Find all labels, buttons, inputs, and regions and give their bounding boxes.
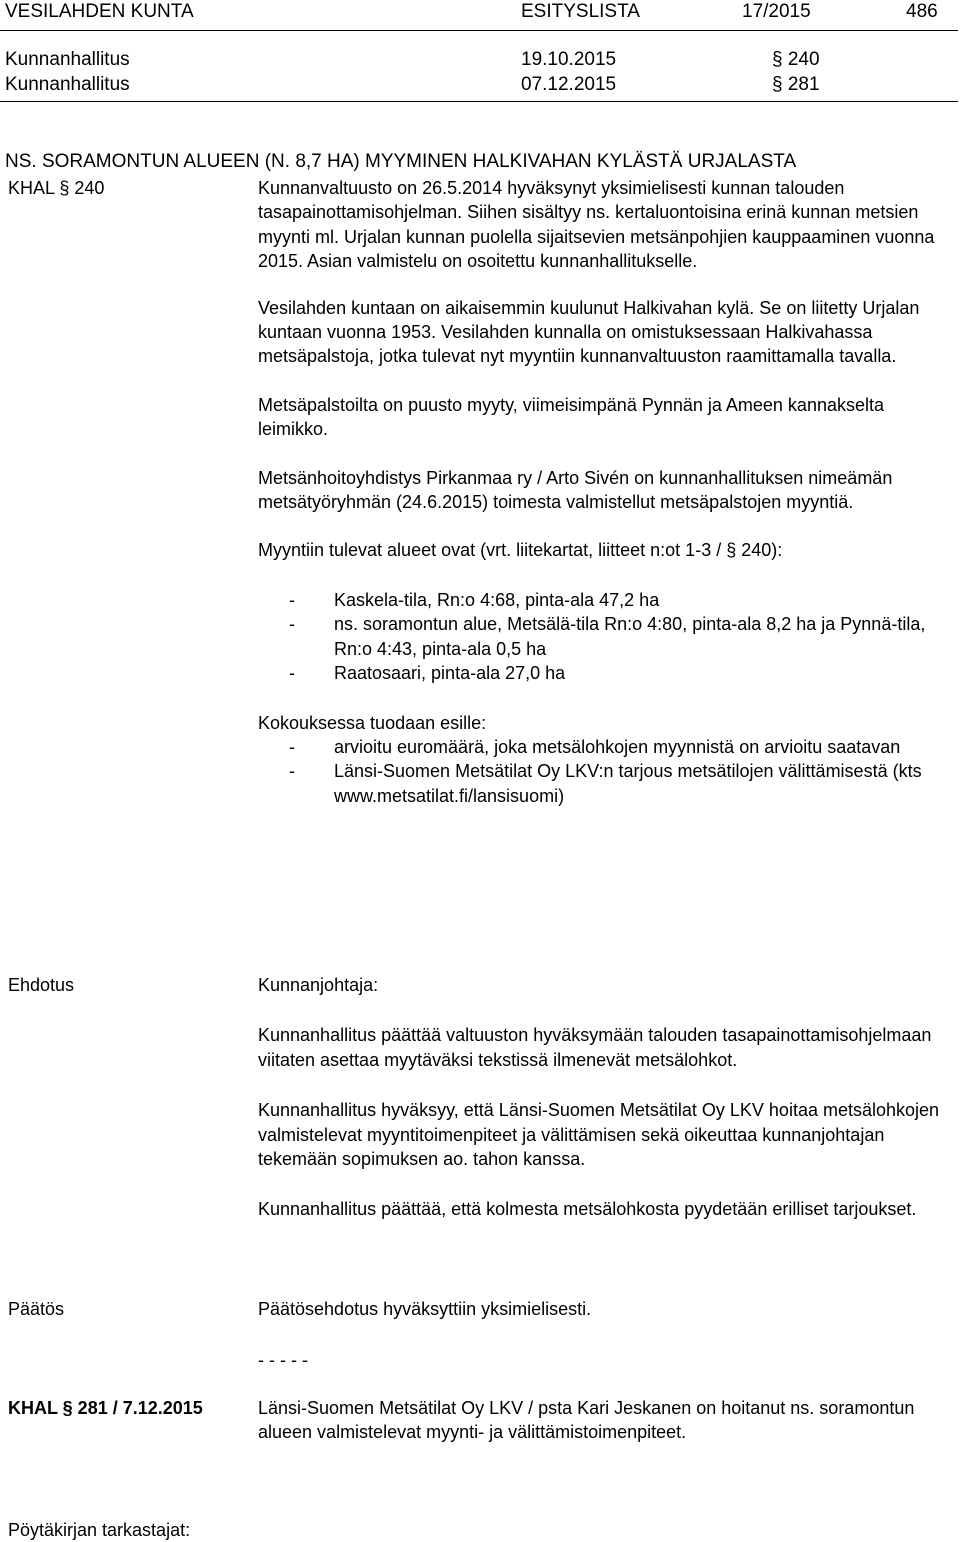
decision-text: Päätösehdotus hyväksyttiin yksimielisesti. xyxy=(258,1299,592,1319)
decision-label: Päätös xyxy=(8,1299,65,1319)
paragraph: Kunnanhallitus päättää valtuuston hyväksymään talouden tasapainottamisohjelmaan viitaten asettaa myytäväksi tekstissä ilmenevät metsälohkot. xyxy=(258,1025,932,1070)
paragraph: Kunnanhallitus hyväksyy, että Länsi-Suomen Metsätilat Oy LKV hoitaa metsälohkojen valmistelevat myyntitoimenpiteet ja välittämisen sekä oikeuttaa kunnanjohtajan tekemään sopimuksen ao. tahon kanssa. xyxy=(258,1100,940,1170)
list-item: - Kaskela-tila, Rn:o 4:68, pinta-ala 47,2 ha xyxy=(258,588,948,612)
page-number: 486 xyxy=(906,1,938,22)
paragraph: Myyntiin tulevat alueet ovat (vrt. liitekartat, liitteet n:ot 1-3 / § 240): xyxy=(258,540,783,561)
proposal-label: Ehdotus xyxy=(8,975,75,995)
meeting-ref-1: § 240 xyxy=(772,49,820,70)
meeting-intro: Kokouksessa tuodaan esille: xyxy=(258,712,487,733)
header-rule xyxy=(0,30,958,31)
paragraph: Metsäpalstoilta on puusto myyty, viimeisimpänä Pynnän ja Ameen kannakselta leimikko. xyxy=(258,394,884,440)
org-name: VESILAHDEN KUNTA xyxy=(5,1,194,22)
meeting-item-list xyxy=(258,735,948,808)
doc-type: ESITYSLISTA xyxy=(521,1,640,22)
paragraph: Kunnanvaltuusto on 26.5.2014 hyväksynyt yksimielisesti kunnan talouden tasapainottamisohjelman. Siihen sisältyy ns. kertaluontoisina erinä kunnan metsien myynti ml. Urjalan kunnan puolella sijaitsevien metsänpohjien kauppaaminen vuonna 2015. Asian valmistelu on osoitettu kunnanhallitukselle. xyxy=(258,178,935,272)
paragraph: Länsi-Suomen Metsätilat Oy LKV / psta Kari Jeskanen on hoitanut ns. soramontun alueen valmistelevat myynti- ja välittämistoimenpiteet. xyxy=(258,1398,915,1443)
footer-label: Pöytäkirjan tarkastajat: xyxy=(8,1520,191,1540)
meetings-rule xyxy=(0,101,958,102)
meeting-date-2: 07.12.2015 xyxy=(521,74,617,95)
paragraph: Vesilahden kuntaan on aikaisemmin kuulunut Halkivahan kylä. Se on liitetty Urjalan kuntaan vuonna 1953. Vesilahden kunnalla on omistuksessaan Halkivahassa metsäpalstoja, jotka tulevat nyt myyntiin kunnanvaltuuston raamittamalla tavalla. xyxy=(258,297,920,367)
presenter: Kunnanjohtaja: xyxy=(258,975,379,995)
decision-body xyxy=(258,1297,948,1321)
paragraph: Kunnanhallitus päättää, että kolmesta metsälohkosta pyydetään erilliset tarjoukset. xyxy=(258,1199,917,1220)
meeting-body-1: Kunnanhallitus xyxy=(5,49,130,70)
area-list xyxy=(258,588,948,686)
paragraph: Metsänhoitoyhdistys Pirkanmaa ry / Arto Sivén on kunnanhallituksen nimeämän metsätyöryhmän (24.6.2015) toimesta valmistellut metsäpalstojen myyntiä. xyxy=(258,467,893,513)
separator: - - - - - xyxy=(258,1350,308,1370)
list-item: - Raatosaari, pinta-ala 27,0 ha xyxy=(258,661,948,685)
page-title: NS. SORAMONTUN ALUEEN (N. 8,7 HA) MYYMINEN HALKIVAHAN KYLÄSTÄ URJALASTA xyxy=(5,151,797,172)
meeting-date-1: 19.10.2015 xyxy=(521,49,617,70)
list-item: - ns. soramontun alue, Metsälä-tila Rn:o 4:80, pinta-ala 8,2 ha ja Pynnä-tila, Rn:o 4:43, pinta-ala 0,5 ha xyxy=(258,612,948,661)
section-label-khal281: KHAL § 281 / 7.12.2015 xyxy=(8,1398,203,1418)
list-item: - arvioitu euromäärä, joka metsälohkojen myynnistä on arvioitu saatavan xyxy=(258,735,948,759)
section-label-khal240: KHAL § 240 xyxy=(8,178,105,198)
section-body-khal240 xyxy=(258,176,948,808)
meeting-body-2: Kunnanhallitus xyxy=(5,74,130,95)
section-body-khal281 xyxy=(258,1396,948,1445)
proposal-body xyxy=(258,973,948,1222)
doc-number: 17/2015 xyxy=(742,1,811,22)
list-item: - Länsi-Suomen Metsätilat Oy LKV:n tarjous metsätilojen välittämisestä (kts www.metsatilat.fi/lansisuomi) xyxy=(258,759,948,808)
meeting-ref-2: § 281 xyxy=(772,74,820,95)
